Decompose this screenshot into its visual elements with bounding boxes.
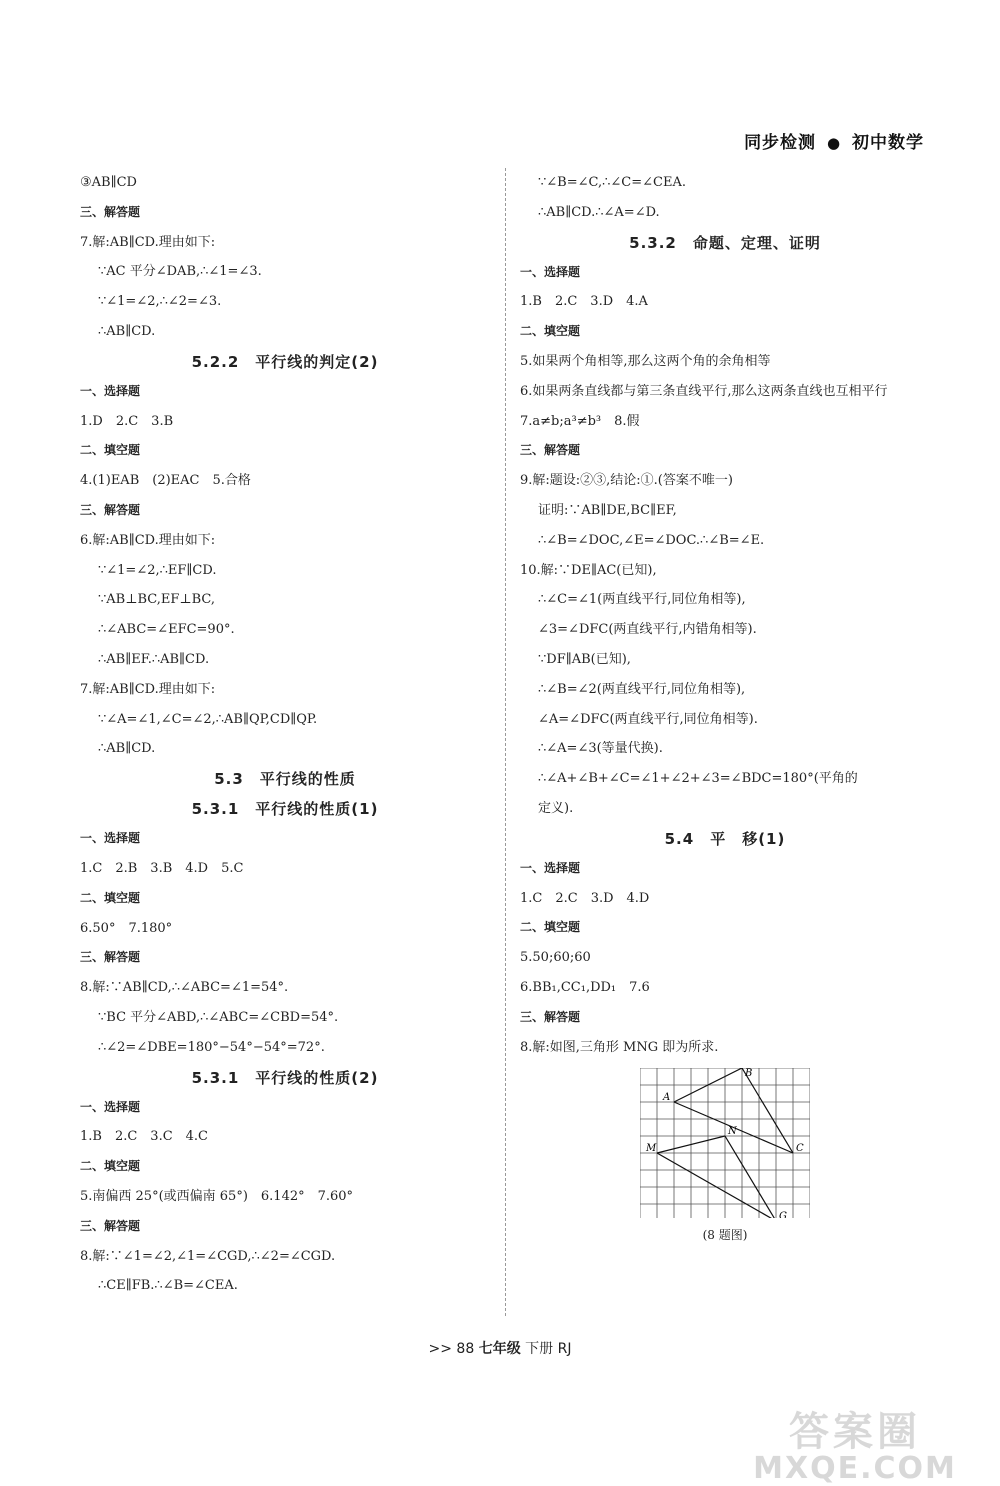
watermark-url: MXQE.COM (753, 1451, 957, 1486)
answer-line: ∴AB∥CD.∴∠A=∠D. (538, 204, 660, 220)
section-heading: 三、解答题 (80, 1218, 141, 1233)
answer-line: 定义). (538, 800, 574, 816)
answer-line: ∵∠B=∠C,∴∠C=∠CEA. (538, 175, 686, 190)
grade-label: 七年级 (478, 1341, 521, 1357)
left-column (80, 168, 490, 1301)
answer-line: 6.BB₁,CC₁,DD₁ 7.6 (520, 979, 650, 995)
point-label: M (646, 1143, 657, 1155)
point-label: N (728, 1126, 737, 1138)
answer-line: ∴∠2=∠DBE=180°−54°−54°=72°. (98, 1039, 325, 1055)
section-heading: 一、选择题 (520, 860, 581, 875)
section-heading: 二、填空题 (520, 920, 581, 935)
column-divider (505, 168, 506, 1316)
answer-line: 6.如果两条直线都与第三条直线平行,那么这两条直线也互相平行 (520, 383, 888, 399)
answer-line: ∴AB∥EF.∴AB∥CD. (98, 651, 210, 667)
section-heading: 三、解答题 (80, 950, 141, 965)
section-heading: 一、选择题 (80, 831, 141, 846)
volume-label: 下册 (525, 1341, 554, 1357)
answer-line: 7.a≠b;a³≠b³ 8.假 (520, 413, 640, 429)
answer-line: ∵∠1=∠2,∴EF∥CD. (98, 562, 217, 578)
answer-line: 1.C 2.B 3.B 4.D 5.C (80, 860, 244, 876)
answer-line: 6.解:AB∥CD.理由如下: (80, 532, 216, 548)
section-heading: 二、填空题 (80, 1159, 141, 1174)
answer-line: 证明:∵AB∥DE,BC∥EF, (538, 502, 677, 518)
point-label: B (745, 1068, 753, 1080)
answer-line: 8.解:如图,三角形 MNG 即为所求. (520, 1039, 719, 1055)
answer-line: ∠A=∠DFC(两直线平行,同位角相等). (538, 711, 758, 727)
bulb-icon: ● (826, 134, 842, 152)
section-heading: 一、选择题 (520, 264, 581, 279)
point-label: A (663, 1092, 671, 1104)
section-title: 5.3.1 平行线的性质(2) (191, 1068, 379, 1087)
answer-line: 1.C 2.C 3.D 4.D (520, 890, 650, 906)
watermark (730, 1400, 980, 1486)
triangle-edge (725, 1136, 776, 1218)
answer-line: ∵AB⊥BC,EF⊥BC, (98, 592, 215, 608)
section-heading: 三、解答题 (80, 502, 141, 517)
answer-line: 10.解:∵DE∥AC(已知), (520, 562, 657, 578)
answer-line: 1.B 2.C 3.D 4.A (520, 294, 648, 310)
subject-name: 初中数学 (852, 133, 924, 153)
watermark-logo: 答案圈 (789, 1409, 921, 1455)
section-heading: 一、选择题 (80, 1099, 141, 1114)
answer-line: ∵BC 平分∠ABD,∴∠ABC=∠CBD=54°. (98, 1009, 339, 1025)
section-heading: 三、解答题 (520, 1009, 581, 1024)
section-title: 5.3 平行线的性质 (214, 770, 356, 789)
answer-line: 7.解:AB∥CD.理由如下: (80, 234, 216, 250)
section-title: 5.2.2 平行线的判定(2) (191, 352, 379, 371)
answer-line: 8.解:∵∠1=∠2,∠1=∠CGD,∴∠2=∠CGD. (80, 1248, 336, 1264)
answer-line: ③AB∥CD (80, 175, 137, 190)
section-title: 5.3.2 命题、定理、证明 (629, 233, 821, 252)
answer-line: ∴∠B=∠DOC,∠E=∠DOC.∴∠B=∠E. (538, 532, 765, 548)
answer-line: 5.50;60;60 (520, 950, 591, 966)
answer-line: ∴∠C=∠1(两直线平行,同位角相等), (538, 592, 746, 608)
answer-line: ∵∠1=∠2,∴∠2=∠3. (98, 294, 222, 310)
answer-line: 7.解:AB∥CD.理由如下: (80, 681, 216, 697)
answer-line: ∴AB∥CD. (98, 323, 156, 339)
page-number: >> 88 (428, 1341, 475, 1357)
page-footer (0, 1338, 1000, 1358)
page-header (744, 128, 924, 153)
right-column (520, 168, 930, 1243)
answer-line: ∴∠ABC=∠EFC=90°. (98, 622, 235, 638)
section-heading: 二、填空题 (80, 443, 141, 458)
section-title: 5.4 平 移(1) (664, 829, 786, 848)
grid-figure (640, 1068, 810, 1243)
triangle-edge (742, 1068, 793, 1153)
edition-label: RJ (557, 1341, 572, 1357)
section-heading: 三、解答题 (80, 204, 141, 219)
brand-name: 同步检测 (744, 133, 817, 153)
answer-line: 6.50° 7.180° (80, 920, 173, 936)
section-heading: 三、解答题 (520, 443, 581, 458)
figure-caption: (8 题图) (702, 1228, 748, 1243)
triangle-edge (657, 1153, 776, 1218)
answer-line: ∴∠A+∠B+∠C=∠1+∠2+∠3=∠BDC=180°(平角的 (538, 771, 858, 787)
answer-line: ∠3=∠DFC(两直线平行,内错角相等). (538, 622, 757, 638)
answer-line: 1.D 2.C 3.B (80, 413, 174, 429)
section-heading: 一、选择题 (80, 383, 141, 398)
section-title: 5.3.1 平行线的性质(1) (191, 800, 379, 819)
answer-line: 8.解:∵AB∥CD,∴∠ABC=∠1=54°. (80, 980, 289, 996)
answer-line: ∴AB∥CD. (98, 741, 156, 757)
answer-line: ∵DF∥AB(已知), (538, 651, 631, 667)
answer-line: 5.如果两个角相等,那么这两个角的余角相等 (520, 353, 771, 369)
answer-line: ∴∠A=∠3(等量代换). (538, 741, 663, 757)
point-label: G (779, 1211, 787, 1219)
point-label: C (796, 1143, 804, 1155)
answer-line: 9.解:题设:②③,结论:①.(答案不唯一) (520, 473, 733, 489)
section-heading: 二、填空题 (80, 890, 141, 905)
answer-line: ∴CE∥FB.∴∠B=∠CEA. (98, 1278, 238, 1294)
translation-grid-diagram (640, 1068, 810, 1218)
answer-line: ∵AC 平分∠DAB,∴∠1=∠3. (98, 264, 262, 280)
answer-line: 5.南偏西 25°(或西偏南 65°) 6.142° 7.60° (80, 1188, 354, 1204)
answer-line: 1.B 2.C 3.C 4.C (80, 1129, 209, 1145)
answer-line: 4.(1)EAB (2)EAC 5.合格 (80, 473, 251, 489)
answer-line: ∴∠B=∠2(两直线平行,同位角相等), (538, 681, 746, 697)
answer-line: ∵∠A=∠1,∠C=∠2,∴AB∥QP,CD∥QP. (98, 711, 318, 727)
section-heading: 二、填空题 (520, 324, 581, 339)
